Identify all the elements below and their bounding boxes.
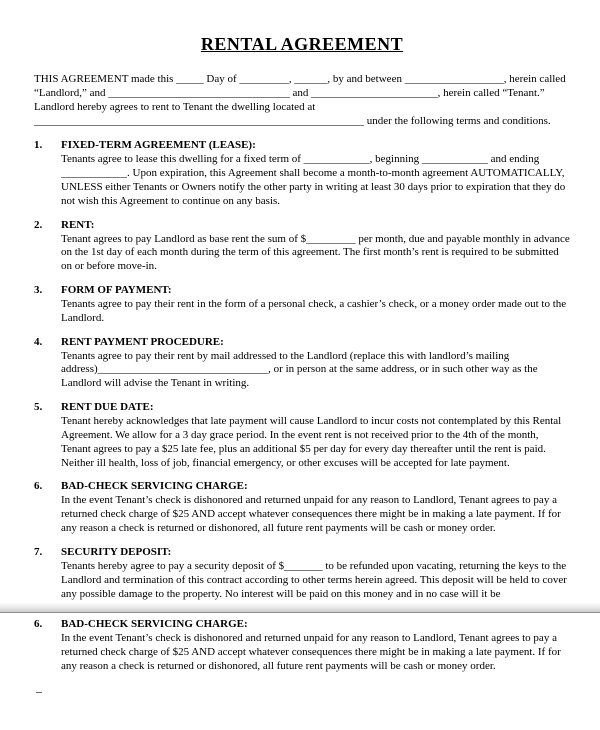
section-body: Tenant agrees to pay Landlord as base rent the sum of $_________ per month, due and payable monthly in advance on the 1st day of each month during the term of this agreement. The first month’s rent is required to be submitted on or before move-in. [61, 232, 570, 273]
section-number: 6. [34, 480, 43, 493]
section-heading: BAD-CHECK SERVICING CHARGE: [61, 618, 248, 631]
section-content [61, 284, 570, 326]
section-content [61, 139, 570, 208]
section [34, 480, 570, 535]
document-title [34, 34, 570, 55]
section-content [61, 480, 570, 535]
sections-list [34, 139, 570, 601]
section-number: 1. [34, 139, 43, 152]
section-number: 6. [34, 618, 43, 631]
section-number: 2. [34, 218, 43, 231]
section [34, 139, 570, 208]
section-number: 7. [34, 545, 43, 558]
section-body: In the event Tenant’s check is dishonored and returned unpaid for any reason to Landlord, Tenant agrees to pay a returned check charge of $25 AND accept whatever consequences there might be in making a late payment. If for any reason a check is returned or dishonored, all future rent payments will be cash or money order. [61, 494, 561, 535]
footer-dash: – [36, 683, 42, 698]
section [34, 546, 570, 601]
section [34, 284, 570, 326]
section [34, 219, 570, 274]
section-content [61, 219, 570, 274]
intro-paragraph: THIS AGREEMENT made this _____ Day of _________, ______, by and between __________________, herein called “Landlord,” and _________________________________ and _______________________, herein called “Tenant.” Landlord hereby agrees to rent to Tenant the dwelling located at ____________________________________________________________ under the following terms and conditions. [34, 73, 566, 127]
section-heading: SECURITY DEPOSIT: [61, 545, 172, 558]
section-body: Tenant hereby acknowledges that late payment will cause Landlord to incur costs not contemplated by this Rental Agreement. We allow for a 3 day grace period. In the event rent is not received prior to the 4th of the month, Tenant agrees to pay a $25 late fee, plus an additional $5 per day for every day thereafter until the rent is paid. Neither ill health, loss of job, financial emergency, or other excuses will be accepted for late payment. [61, 415, 562, 469]
section-body: Tenants agree to pay their rent in the form of a personal check, a cashier’s check, or a money order made out to the Landlord. [61, 298, 567, 324]
section-number: 4. [34, 335, 43, 348]
section-content [61, 401, 570, 470]
section-heading: BAD-CHECK SERVICING CHARGE: [61, 480, 248, 493]
section [34, 618, 570, 673]
section-content [61, 546, 570, 601]
document-title-text: RENTAL AGREEMENT [200, 34, 404, 54]
section-content [61, 336, 570, 391]
section-body: Tenants agree to pay their rent by mail addressed to the Landlord (replace this with landlord’s mailing address)_______________________________, or in person at the same address, or in such other way as the Landlord will advise the Tenant in writing. [61, 349, 538, 390]
section [34, 401, 570, 470]
section [34, 336, 570, 391]
section-number: 5. [34, 401, 43, 414]
section-body: In the event Tenant’s check is dishonored and returned unpaid for any reason to Landlord, Tenant agrees to pay a returned check charge of $25 AND accept whatever consequences there might be in making a late payment. If for any reason a check is returned or dishonored, all future rent payments will be cash or money order. [61, 632, 561, 672]
section-body: Tenants agree to lease this dwelling for a fixed term of ____________, beginning ____________ and ending ____________. Upon expiration, this Agreement shall become a month-to-month agreement AUTOMATICALLY, UNLESS either Tenants or Owners notify the other party in writing at least 30 days prior to expiration that they do not wish this Agreement to continue on any basis. [61, 153, 566, 207]
section-heading: RENT PAYMENT PROCEDURE: [61, 335, 224, 348]
section-heading: FORM OF PAYMENT: [61, 284, 172, 297]
section-body: Tenants hereby agree to pay a security deposit of $_______ to be refunded upon vacating, returning the keys to the Landlord and termination of this contract according to other terms herein agreed. This deposit will be held to cover any possible damage to the property. No interest will be paid on this money and in no case will it be [61, 559, 567, 600]
section-heading: RENT: [61, 218, 95, 231]
section-content [61, 618, 570, 673]
repeated-section-container [34, 618, 570, 673]
section-heading: RENT DUE DATE: [61, 401, 154, 414]
section-heading: FIXED-TERM AGREEMENT (LEASE): [61, 139, 256, 152]
section-number: 3. [34, 284, 43, 297]
page-seam-divider [0, 602, 600, 613]
